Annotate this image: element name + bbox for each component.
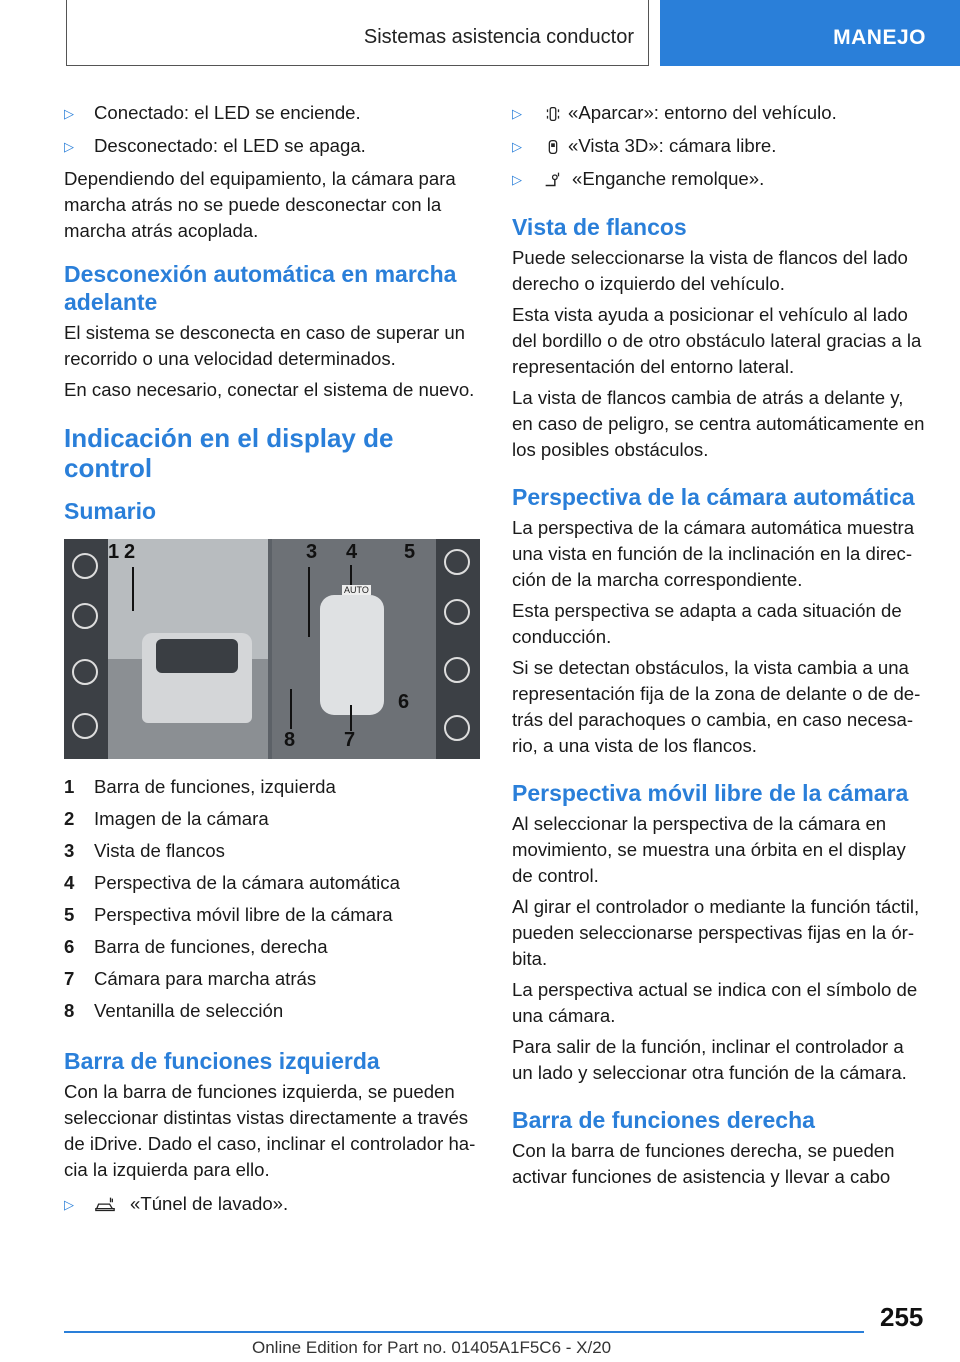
legend-item xyxy=(64,803,480,835)
legend-number: 4 xyxy=(64,872,75,893)
header-section-title: Sistemas asistencia conductor xyxy=(363,26,634,48)
paragraph: Esta vista ayuda a posicionar el vehículo al lado del bordillo o de otro obstáculo lateral gracias a la representación del entorno lateral. xyxy=(512,304,922,377)
legend-item xyxy=(64,995,480,1027)
triangle-bullet-icon: ▷ xyxy=(512,172,522,187)
legend-text: Vista de flancos xyxy=(94,840,225,861)
right-column xyxy=(512,100,928,1195)
paragraph: En caso necesario, conectar el sistema de nuevo. xyxy=(64,379,475,400)
left-column xyxy=(64,100,480,1224)
figure-label-6: 6 xyxy=(398,691,410,713)
triangle-bullet-icon: ▷ xyxy=(512,106,522,121)
parking-assist-icon xyxy=(444,549,470,575)
vehicle-rear-window xyxy=(156,639,238,673)
legend-text: Barra de funciones, izquierda xyxy=(94,776,336,797)
heading-summary: Sumario xyxy=(64,498,157,524)
legend-number: 6 xyxy=(64,936,75,957)
heading-display: Indicación en el display de control xyxy=(64,423,394,483)
heading-flanks: Vista de flancos xyxy=(512,214,687,240)
figure-legend xyxy=(64,771,480,1027)
parking-icon xyxy=(72,603,98,629)
legend-number: 3 xyxy=(64,840,75,861)
legend-text: Cámara para marcha atrás xyxy=(94,968,317,989)
paragraph: La vista de flancos cambia de atrás a delante y, en caso de peligro, se centra automáticamente en los posibles obstáculos. xyxy=(512,387,925,460)
legend-item xyxy=(64,771,480,803)
legend-number: 2 xyxy=(64,808,75,829)
left-function-bar xyxy=(64,539,108,759)
bullet-trailer: ▷ «Enganche remolque». xyxy=(512,166,928,193)
top-view-vehicle xyxy=(320,595,384,715)
header-section-box xyxy=(66,0,649,66)
heading-right-bar: Barra de funciones derecha xyxy=(512,1107,815,1133)
legend-text: Barra de funciones, derecha xyxy=(94,936,328,957)
paragraph: Dependiendo del equipamiento, la cámara para marcha atrás no se puede desconectar con la marcha atrás acoplada. xyxy=(64,168,456,241)
triangle-bullet-icon: ▷ xyxy=(64,106,74,121)
figure-label-7: 7 xyxy=(344,729,356,751)
bullet-led-on: ▷ Conectado: el LED se enciende. xyxy=(64,100,480,127)
legend-text: Ventanilla de selección xyxy=(94,1000,284,1021)
legend-text: Perspectiva de la cámara automática xyxy=(94,872,400,893)
paragraph: La perspectiva actual se indica con el símbolo de una cámara. xyxy=(512,979,918,1026)
triangle-bullet-icon: ▷ xyxy=(64,139,74,154)
triangle-bullet-icon: ▷ xyxy=(512,139,522,154)
paragraph: Esta perspectiva se adapta a cada situación de conducción. xyxy=(512,600,902,647)
figure-label-3: 3 xyxy=(306,541,318,563)
auto-badge: AUTO xyxy=(344,585,369,595)
paragraph: Con la barra de funciones izquierda, se pueden seleccionar distintas vistas directamente a través de iDrive. Dado el caso, inclinar el controlador ha- cia la izquierda para ello. xyxy=(64,1081,476,1180)
header-chapter-tab[interactable] xyxy=(660,0,960,66)
legend-item xyxy=(64,867,480,899)
figure-label-2: 2 xyxy=(124,541,136,563)
paragraph: Con la barra de funciones derecha, se pueden activar funciones de asistencia y llevar a cabo xyxy=(512,1140,895,1187)
heading-auto-off: Desconexión automática en marcha adelante xyxy=(64,261,457,315)
legend-item xyxy=(64,835,480,867)
legend-number: 5 xyxy=(64,904,75,925)
car-wash-icon xyxy=(72,553,98,579)
legend-text: Perspectiva móvil libre de la cámara xyxy=(94,904,393,925)
bullet-3d: ▷ «Vista 3D»: cámara libre. xyxy=(512,133,928,160)
heading-free-perspective: Perspectiva móvil libre de la cámara xyxy=(512,780,909,806)
legend-number: 7 xyxy=(64,968,75,989)
camera-settings-icon xyxy=(444,657,470,683)
legend-item xyxy=(64,963,480,995)
bullet-park: ▷ «Aparcar»: entorno del vehículo. xyxy=(512,100,928,127)
figure-label-1: 1 xyxy=(108,541,120,563)
heading-left-bar: Barra de funciones izquierda xyxy=(64,1048,380,1074)
header-chapter-title: MANEJO xyxy=(833,26,926,49)
heading-auto-perspective: Perspectiva de la cámara automática xyxy=(512,484,915,510)
figure-label-4: 4 xyxy=(346,541,358,563)
paragraph: Puede seleccionarse la vista de flancos del lado derecho o izquierdo del vehículo. xyxy=(512,247,908,294)
parking-view-icon xyxy=(542,100,568,127)
bullet-led-off: ▷ Desconectado: el LED se apaga. xyxy=(64,133,480,160)
gear-icon xyxy=(444,715,470,741)
car-wash-icon xyxy=(94,1191,130,1218)
paragraph: El sistema se desconecta en caso de superar un recorrido o una velocidad determinados. xyxy=(64,322,466,369)
legend-number: 8 xyxy=(64,1000,75,1021)
view-3d-icon xyxy=(542,133,568,160)
footer-edition: Online Edition for Part no. 01405A1F5C6 - X/20 xyxy=(252,1338,612,1357)
view-3d-icon xyxy=(72,659,98,685)
footer-divider xyxy=(64,1331,864,1333)
paragraph: La perspectiva de la cámara automática muestra una vista en función de la inclinación en la direc- ción de la marcha correspondiente. xyxy=(512,517,915,590)
legend-number: 1 xyxy=(64,776,75,797)
paragraph: Al seleccionar la perspectiva de la cámara en movimiento, se muestra una órbita en el display de control. xyxy=(512,813,906,886)
triangle-bullet-icon: ▷ xyxy=(64,1197,74,1212)
figure-label-8: 8 xyxy=(284,729,296,751)
legend-text: Imagen de la cámara xyxy=(94,808,269,829)
paragraph: Si se detectan obstáculos, la vista cambia a una representación fija de la zona de delante o de de- trás del parachoques o cambia, en caso necesa- rio, a una vista de los flancos. xyxy=(512,657,921,756)
trailer-hitch-icon xyxy=(72,713,98,739)
legend-item xyxy=(64,899,480,931)
paragraph: Para salir de la función, inclinar el controlador a un lado y seleccionar otra función de la cámara. xyxy=(512,1036,907,1083)
bullet-car-wash: ▷ «Túnel de lavado». xyxy=(64,1191,480,1218)
page-number: 255 xyxy=(880,1302,924,1332)
legend-item xyxy=(64,931,480,963)
maneuver-icon xyxy=(444,599,470,625)
paragraph: Al girar el controlador o mediante la función táctil, pueden seleccionarse perspectivas fijas en la ór- bita. xyxy=(512,896,920,969)
figure-label-5: 5 xyxy=(404,541,416,563)
trailer-hitch-icon xyxy=(542,166,572,193)
camera-display-figure xyxy=(64,539,480,759)
right-function-bar xyxy=(436,539,480,759)
